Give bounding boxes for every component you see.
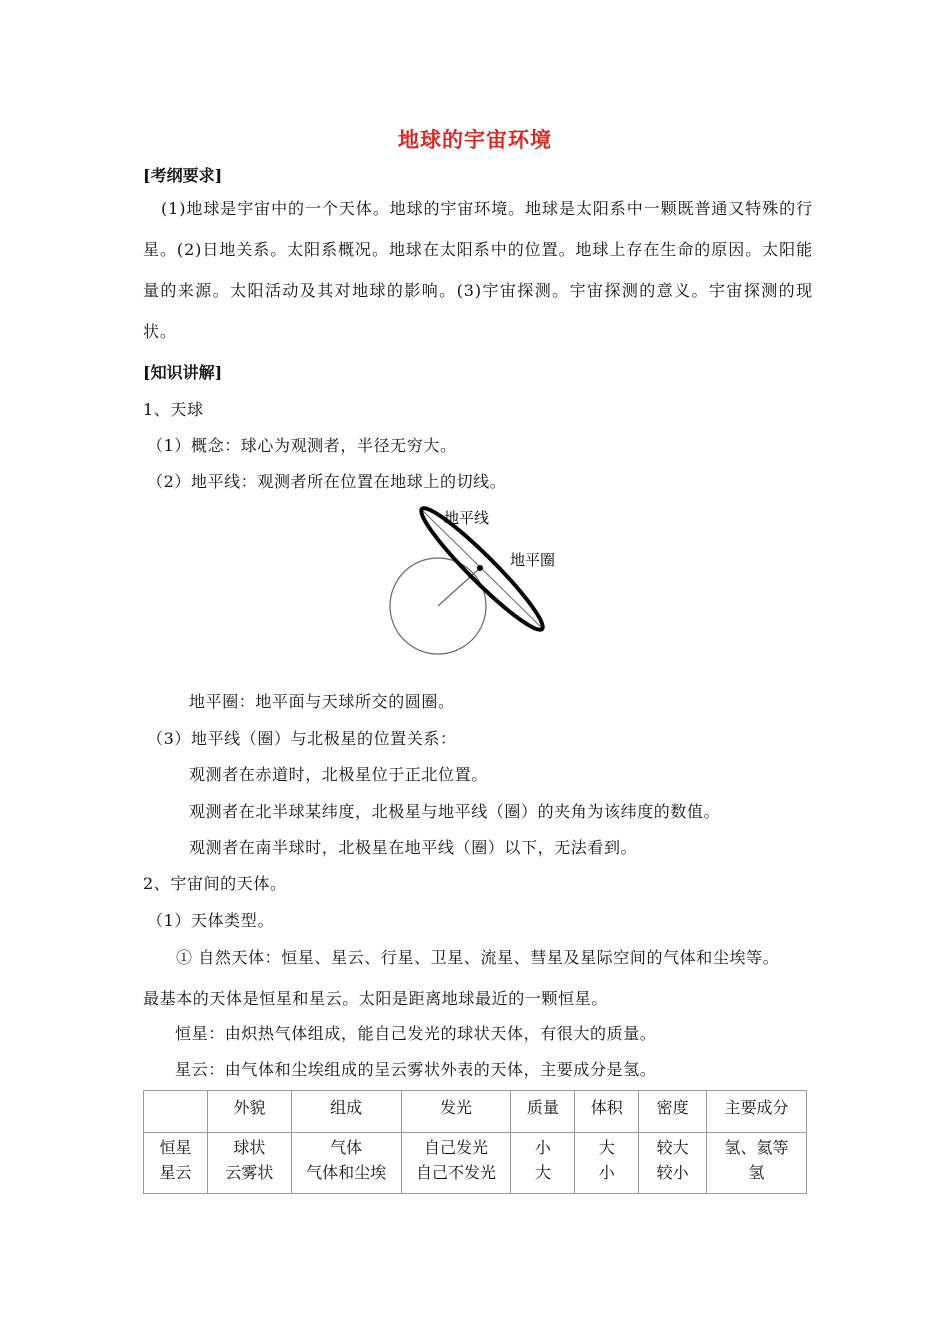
table-cell: 氢 bbox=[707, 1158, 807, 1194]
table-header-row bbox=[144, 1091, 807, 1133]
table-cell: 小 bbox=[511, 1133, 575, 1159]
table-cell: 氢、氦等 bbox=[707, 1133, 807, 1159]
horizon-circle-caption: 地平圈：地平面与天球所交的圆圈。 bbox=[189, 692, 455, 711]
observer-north: 观测者在北半球某纬度，北极星与地平线（圈）的夹角为该纬度的数值。 bbox=[189, 802, 721, 821]
item-polaris-relation: （3）地平线（圈）与北极星的位置关系： bbox=[147, 729, 457, 748]
table-cell: 气体和尘埃 bbox=[291, 1158, 401, 1194]
table-header-cell: 体积 bbox=[575, 1091, 639, 1133]
star-nebula-table bbox=[143, 1090, 807, 1194]
label-horizon-line: 地平线 bbox=[444, 509, 490, 527]
observer-point bbox=[477, 565, 483, 571]
table-cell: 小 bbox=[575, 1158, 639, 1194]
table-header-cell: 密度 bbox=[639, 1091, 707, 1133]
horizon-diagram bbox=[380, 500, 565, 660]
item-celestial-sphere: 1、天球 bbox=[143, 400, 204, 419]
table-header-cell bbox=[144, 1091, 208, 1133]
table-cell: 较小 bbox=[639, 1158, 707, 1194]
item-celestial-bodies: 2、宇宙间的天体。 bbox=[143, 874, 287, 893]
page-title: 地球的宇宙环境 bbox=[398, 127, 552, 152]
star-definition: 恒星：由炽热气体组成，能自己发光的球状天体，有很大的质量。 bbox=[175, 1024, 657, 1043]
item-horizon-line: （2）地平线：观测者所在位置在地球上的切线。 bbox=[147, 472, 507, 491]
radius-line bbox=[438, 568, 480, 606]
item-concept: （1）概念：球心为观测者，半径无穷大。 bbox=[147, 436, 457, 455]
table-header-cell: 主要成分 bbox=[707, 1091, 807, 1133]
table-cell: 较大 bbox=[639, 1133, 707, 1159]
table-cell: 球状 bbox=[207, 1133, 291, 1159]
nebula-definition: 星云：由气体和尘埃组成的呈云雾状外表的天体，主要成分是氢。 bbox=[175, 1060, 657, 1079]
natural-bodies-line1: ① 自然天体：恒星、星云、行星、卫星、流星、彗星及星际空间的气体和尘埃等。 bbox=[176, 948, 780, 967]
table-cell: 恒星 bbox=[144, 1133, 208, 1159]
table-header-cell: 质量 bbox=[511, 1091, 575, 1133]
table-header-cell: 组成 bbox=[291, 1091, 401, 1133]
observer-south: 观测者在南半球时，北极星在地平线（圈）以下，无法看到。 bbox=[189, 838, 638, 857]
table-row bbox=[144, 1158, 807, 1194]
table-cell: 自己不发光 bbox=[401, 1158, 511, 1194]
table-cell: 星云 bbox=[144, 1158, 208, 1194]
observer-equator: 观测者在赤道时，北极星位于正北位置。 bbox=[189, 765, 488, 784]
section-heading-knowledge: [知识讲解] bbox=[143, 363, 223, 382]
table-header-cell: 外貌 bbox=[207, 1091, 291, 1133]
table-header-cell: 发光 bbox=[401, 1091, 511, 1133]
item-body-types: （1）天体类型。 bbox=[147, 911, 274, 930]
table-cell: 大 bbox=[511, 1158, 575, 1194]
table-row bbox=[144, 1133, 807, 1159]
table-cell: 自己发光 bbox=[401, 1133, 511, 1159]
label-horizon-circle: 地平圈 bbox=[510, 551, 556, 569]
table-cell: 大 bbox=[575, 1133, 639, 1159]
natural-bodies-line2: 最基本的天体是恒星和星云。太阳是距离地球最近的一颗恒星。 bbox=[143, 989, 608, 1008]
requirements-paragraph: (1)地球是宇宙中的一个天体。地球的宇宙环境。地球是太阳系中一颗既普通又特殊的行星。(2)日地关系。太阳系概况。地球在太阳系中的位置。地球上存在生命的原因。太阳能量的来源。太阳活动及其对地球的影响。(3)宇宙探测。宇宙探测的意义。宇宙探测的现状。 bbox=[143, 199, 813, 341]
section-heading-requirements: [考纲要求] bbox=[143, 166, 223, 185]
table-cell: 云雾状 bbox=[207, 1158, 291, 1194]
table-cell: 气体 bbox=[291, 1133, 401, 1159]
